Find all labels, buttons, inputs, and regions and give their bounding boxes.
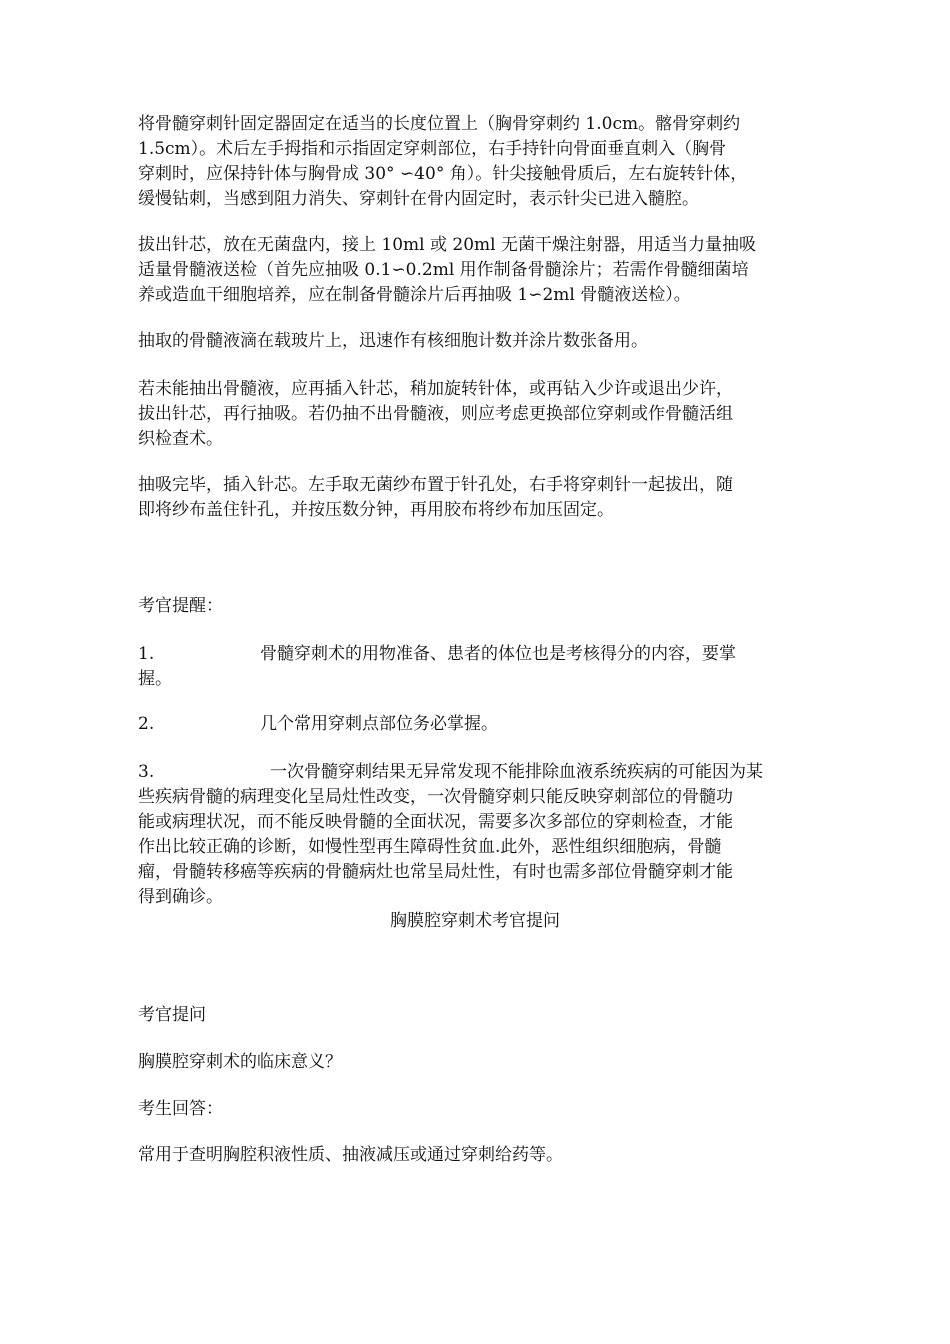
text-line: 适量骨髓液送检（首先应抽吸 0.1∽0.2ml 用作制备骨髓涂片；若需作骨髓细菌培 bbox=[138, 260, 749, 280]
text-line: 穿刺时，应保持针体与胸骨成 30° ∽40° 角）。针尖接触骨质后，左右旋转针体， bbox=[138, 164, 748, 184]
item-number: 3. bbox=[138, 762, 155, 782]
item-number: 2. bbox=[138, 714, 155, 734]
text-line: 几个常用穿刺点部位务必掌握。 bbox=[260, 714, 498, 734]
paragraph-aspiration bbox=[138, 233, 822, 308]
text-line: 一次骨髓穿刺结果无异常发现不能排除血液系统疾病的可能因为某 bbox=[270, 762, 763, 782]
text-line: 得到确诊。 bbox=[138, 887, 223, 907]
text-line: 缓慢钻刺，当感到阻力消失、穿刺针在骨内固定时，表示针尖已进入髓腔。 bbox=[138, 189, 699, 209]
text-line: 作出比较正确的诊断，如慢性型再生障碍性贫血.此外，恶性组织细胞病，骨髓 bbox=[138, 837, 722, 857]
text-line: 拔出针芯，放在无菌盘内，接上 10ml 或 20ml 无菌干燥注射器，用适当力量抽吸 bbox=[138, 235, 756, 255]
text-line: 骨髓穿刺术的用物准备、患者的体位也是考核得分的内容，要掌 bbox=[260, 644, 736, 664]
text-line: 抽吸完毕，插入针芯。左手取无菌纱布置于针孔处，右手将穿刺针一起拔出，随 bbox=[138, 475, 733, 495]
reminder-item-1 bbox=[138, 642, 822, 692]
text-line: 瘤，骨髓转移癌等疾病的骨髓病灶也常呈局灶性，有时也需多部位骨髓穿刺才能 bbox=[138, 862, 733, 882]
text-line: 若未能抽出骨髓液，应再插入针芯，稍加旋转针体，或再钻入少许或退出少许， bbox=[138, 379, 733, 399]
text-line: 抽取的骨髓液滴在载玻片上，迅速作有核细胞计数并涂片数张备用。 bbox=[138, 331, 648, 351]
text-line: 1.5cm）。术后左手拇指和示指固定穿刺部位，右手持针向骨面垂直刺入（胸骨 bbox=[138, 139, 727, 159]
answer-label: 考生回答： bbox=[138, 1099, 223, 1119]
text-line: 养或造血干细胞培养，应在制备骨髓涂片后再抽吸 1∽2ml 骨髓液送检）。 bbox=[138, 285, 691, 305]
paragraph-fixation bbox=[138, 112, 822, 212]
item-number: 1. bbox=[138, 644, 155, 664]
text-line: 拔出针芯，再行抽吸。若仍抽不出骨髓液，则应考虑更换部位穿刺或作骨髓活组 bbox=[138, 404, 733, 424]
answer-text: 常用于查明胸腔积液性质、抽液减压或通过穿刺给药等。 bbox=[138, 1145, 563, 1165]
paragraph-smear bbox=[138, 329, 822, 354]
text-line: 即将纱布盖住针孔，并按压数分钟，再用胶布将纱布加压固定。 bbox=[138, 500, 614, 520]
question-text: 胸膜腔穿刺术的临床意义？ bbox=[138, 1052, 342, 1072]
reminder-item-2 bbox=[138, 712, 822, 737]
paragraph-dry-tap bbox=[138, 377, 822, 452]
text-line: 织检查术。 bbox=[138, 429, 223, 449]
text-line: 能或病理状况，而不能反映骨髓的全面状况，需要多次多部位的穿刺检查，才能 bbox=[138, 812, 733, 832]
reminder-heading: 考官提醒： bbox=[138, 596, 223, 616]
section-title: 胸膜腔穿刺术考官提问 bbox=[390, 911, 560, 931]
text-line: 将骨髓穿刺针固定器固定在适当的长度位置上（胸骨穿刺约 1.0cm。髂骨穿刺约 bbox=[138, 114, 741, 134]
paragraph-finish bbox=[138, 473, 822, 523]
text-line: 些疾病骨髓的病理变化呈局灶性改变，一次骨髓穿刺只能反映穿刺部位的骨髓功 bbox=[138, 787, 733, 807]
reminder-item-3 bbox=[138, 760, 822, 910]
text-line: 握。 bbox=[138, 669, 172, 689]
question-label: 考官提问 bbox=[138, 1005, 206, 1025]
